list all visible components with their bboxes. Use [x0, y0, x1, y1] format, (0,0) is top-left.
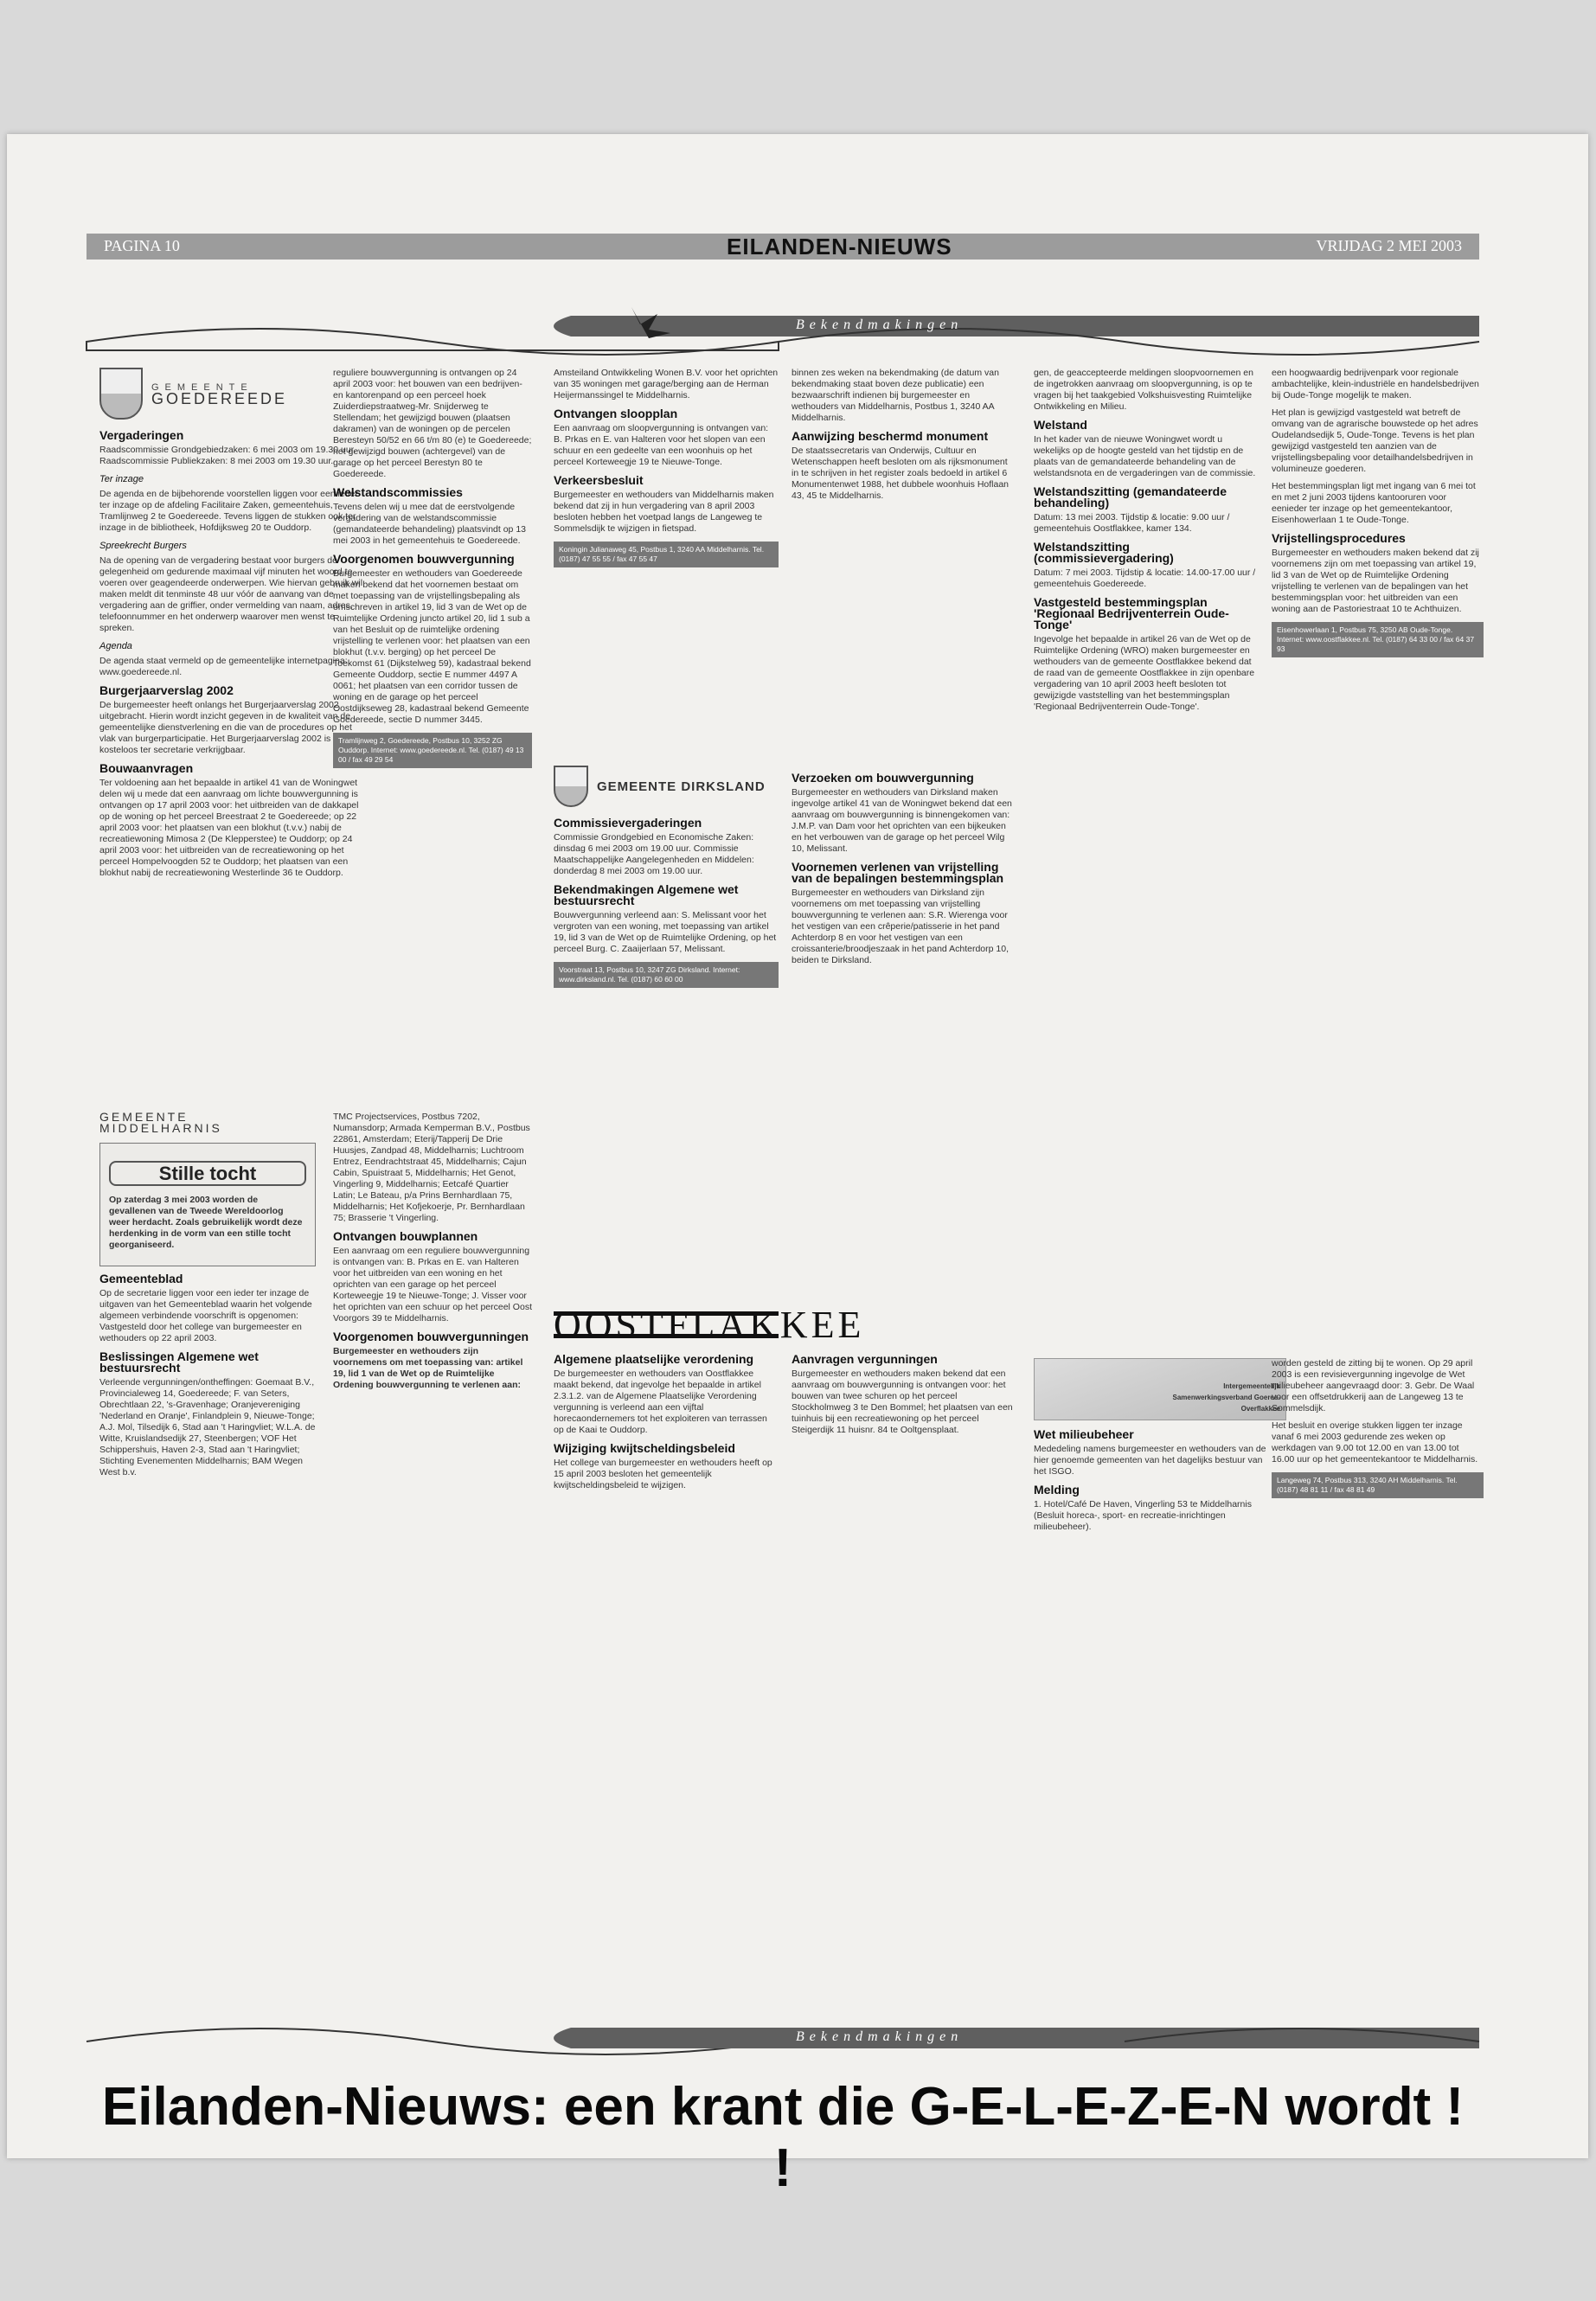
- paragraph: De burgemeester en wethouders van Oostflakkee maakt bekend, dat ingevolge het bepaalde in artikel 2.3.1.2. van de Algemene Plaatselijke Verordening vergunning is verleend aan een vijftal horecaondernemers tot het exploiteren van terrassen op de Kaai te Ouddorp.: [554, 1368, 767, 1435]
- paragraph: Mededeling namens burgemeester en wethouders van de hier genoemde gemeenten van het dagelijks bestuur van het ISGO.: [1034, 1444, 1266, 1477]
- issue-date: VRIJDAG 2 MEI 2003: [1316, 237, 1462, 254]
- column-6: [1272, 368, 1484, 1345]
- column-goedereede-2: [333, 368, 532, 1094]
- map-label: Intergemeentelijk Samenwerkingsverband Goeree-Overflakkee: [1172, 1382, 1280, 1413]
- paragraph: Een aanvraag om een reguliere bouwvergunning is ontvangen van: B. Prkas en E. van Halteren voor het uitbreiden van een woning en het oprichten van een garage op het perceel Korteweegje 19 te Nieuwe-Tonge; J. Visser voor het oprichten van een schuur op het perceel Oost Voorgors 39 te Middelharnis.: [333, 1246, 532, 1324]
- banner-label: Bekendmakingen: [796, 2029, 964, 2044]
- heading: Spreekrecht Burgers: [99, 541, 187, 551]
- heading: Welstandszitting (gemandateerde behandeling): [1034, 484, 1227, 510]
- contact-box: Langeweg 74, Postbus 313, 3240 AH Middelharnis. Tel. (0187) 48 81 11 / fax 48 81 49: [1272, 1472, 1484, 1498]
- heading: Burgerjaarverslag 2002: [99, 683, 234, 697]
- paragraph: Raadscommissie Grondgebiedzaken: 6 mei 2003 om 19.30 uur. Raadscommissie Publiekzaken: 8 mei 2003 om 19.30 uur.: [99, 445, 356, 466]
- wave-decoration: [87, 2007, 1479, 2059]
- heading: Voorgenomen bouwvergunning: [333, 552, 515, 566]
- heading: Welstandscommissies: [333, 485, 463, 499]
- paragraph: In het kader van de nieuwe Woningwet wordt u wekelijks op de hoogte gesteld van het tijdstip en de plaats van de gemandateerde behandeling van de welstandsnota en de vergaderingen van de commissie.: [1034, 434, 1256, 478]
- paragraph: De staatssecretaris van Onderwijs, Cultuur en Wetenschappen heeft besloten om als rijksmonument in te schrijven in het register zoals bedoeld in artikel 6 Monumentenwet 1988, het dubbele woonhuis Hoflaan 43, 45 te Middelharnis.: [792, 445, 1010, 501]
- dirksland-name: GEMEENTE DIRKSLAND: [597, 779, 766, 794]
- heading: Commissievergaderingen: [554, 816, 702, 830]
- heading: Voornemen verlenen van vrijstelling van de bepalingen bestemmingsplan: [792, 860, 1004, 885]
- paragraph: Tevens delen wij u mee dat de eerstvolgende vergadering van de welstandscommissie (gemandateerde behandeling) plaatsvindt op 13 mei 2003 in het gemeentehuis te Goedereede.: [333, 502, 526, 546]
- column-middelharnis-3: [554, 368, 779, 748]
- footer-slogan: Eilanden-Nieuws: een krant die G-E-L-E-Z-E-N wordt ! !: [101, 2077, 1465, 2198]
- wave-decoration: [87, 307, 1479, 359]
- column-goedereede: [99, 368, 368, 1094]
- paragraph: Burgemeester en wethouders maken bekend dat een aanvraag om bouwvergunning is ontvangen voor: het bouwen van twee schuren op het perceel Stockholmweg 3 te Den Bommel; het plaatsen van een tuinhuis bij een recreatiewoning op het perceel Steigerdijk 11 huisnr. 84 te Ooltgensplaat.: [792, 1368, 1013, 1435]
- heading: Vrijstellingsprocedures: [1272, 531, 1406, 545]
- paragraph: Bouwvergunning verleend aan: S. Melissant voor het vergroten van een woning, met toepassing van artikel 19, lid 3 van de Wet op de Ruimtelijke Ordening, op het perceel Burg. C. Zaaijerlaan 57, Melissant.: [554, 910, 777, 954]
- heading: Welstand: [1034, 418, 1087, 432]
- heading: Agenda: [99, 641, 132, 651]
- paragraph: gen, de geaccepteerde meldingen sloopvoornemen en de ingetrokken aanvraag om sloopvergunning, is op te vragen bij het taakgebied Volkshuisvesting Ruimtelijke Ontwikkeling en Milieu.: [1034, 368, 1253, 412]
- column-5-isgo: [1034, 1358, 1280, 1998]
- paragraph: Verleende vergunningen/ontheffingen: Goemaat B.V., Provincialeweg 14, Goedereede; F. van Seters, Obrechtlaan 22, 's-Gravenhage; Oranjevereniging 'Nederland en Oranje', Finlandplein 9, Nieuwe-Tonge; A.J. Mol, Tilsedijk 6, Stad aan 't Haringvliet; W.L.A. de Witte, Kruislandsedijk 27, Steenbergen; VOF Het Schippershuis, Haven 2-3, Stad aan 't Haringvliet; Stichting Evenementen Middelharnis; BAM Wegen West b.v.: [99, 1377, 316, 1477]
- heading: Algemene plaatselijke verordening: [554, 1352, 754, 1366]
- heading: Melding: [1034, 1483, 1080, 1497]
- paragraph: De burgemeester heeft onlangs het Burgerjaarverslag 2002 uitgebracht. Hierin wordt inzicht gegeven in de kwaliteit van de gemeentelijke dienstverlening en die van de procedures op het vlak van burgerparticipatie. Het Burgerjaarverslag 2002 is kosteloos ter secretarie verkrijgbaar.: [99, 700, 352, 755]
- page-number: PAGINA 10: [104, 237, 180, 254]
- paragraph: De agenda en de bijbehorende voorstellen liggen voor een ieder ter inzage op de afdeling Facilitaire Zaken, gemeentehuis, Tramlijnweg 2 te Goedereede. Tevens liggen de stukken ook ter inzage in de bibliotheek, Hofdijksweg 20 te Ouddorp.: [99, 489, 358, 533]
- paragraph: 1. Hotel/Café De Haven, Vingerling 53 te Middelharnis (Besluit horeca-, sport- en recreatie-inrichtingen milieubeheer).: [1034, 1499, 1252, 1532]
- dirksland-crest-icon: [554, 766, 588, 807]
- page-header: [87, 234, 1479, 260]
- heading: Verkeersbesluit: [554, 473, 644, 487]
- paragraph: Commissie Grondgebied en Economische Zaken: dinsdag 6 mei 2003 om 19.00 uur. Commissie Maatschappelijke Aangelegenheden en Middelen: donderdag 8 mei 2003 om 19.00 uur.: [554, 832, 754, 876]
- paragraph: Het college van burgemeester en wethouders heeft op 15 april 2003 besloten het gemeentelijk kwijtscheldingsbeleid te wijzigen.: [554, 1458, 772, 1490]
- paragraph: een hoogwaardig bedrijvenpark voor regionale ambachtelijke, klein-industriële en handelsbedrijven bij Oude-Tonge mogelijk te maken.: [1272, 368, 1479, 401]
- gemeente-label: GEMEENTE: [151, 382, 253, 393]
- heading: Ontvangen bouwplannen: [333, 1229, 478, 1243]
- heading: Welstandszitting (commissievergadering): [1034, 540, 1174, 565]
- goedereede-name: GOEDEREEDE: [151, 390, 288, 407]
- heading: Vastgesteld bestemmingsplan 'Regionaal Bedrijventerrein Oude-Tonge': [1034, 595, 1229, 631]
- column-dirksland: [554, 766, 779, 1285]
- paragraph: Amsteiland Ontwikkeling Wonen B.V. voor het oprichten van 35 woningen met garage/berging aan de Herman Heijermanssingel te Middelharnis.: [554, 368, 779, 401]
- heading: Aanwijzing beschermd monument: [792, 429, 989, 443]
- middelharnis-name: GEMEENTE MIDDELHARNIS: [99, 1110, 222, 1135]
- oostflakkee-logo: OOSTFLAKKEE: [554, 1304, 865, 1346]
- paragraph: Op de secretarie liggen voor een ieder ter inzage de uitgaven van het Gemeenteblad waarin het volgende algemeen verbindende voorschrift is opgenomen: Vastgesteld door het college van burgemeester en wethouders op 22 april 2003.: [99, 1288, 312, 1343]
- heading: Aanvragen vergunningen: [792, 1352, 938, 1366]
- contact-box: Koningin Julianaweg 45, Postbus 1, 3240 AA Middelharnis. Tel. (0187) 47 55 55 / fax 47 55 47: [554, 542, 779, 567]
- column-oostflakkee: [554, 1306, 1016, 1998]
- paragraph: Ter voldoening aan het bepaalde in artikel 41 van de Woningwet delen wij u mede dat een aanvraag om lichte bouwvergunning is ontvangen op 17 april 2003 voor: het uitbreiden van de dakkapel op de woning op het perceel Breestraat 2 te Goedereede; op 22 april 2003 voor: het plaatsen van een blokhut (t.v.v.) nabij de recreatiewoning Mimosa 2 (De Klepperstee) te Ouddorp; op 24 april 2003 voor: het uitbreiden van de recreatiewoning op het perceel Hompelvoogden 52 te Ouddorp; het plaatsen van een blokhut nabij de recreatiewoning Westerlinde 36 te Ouddorp.: [99, 778, 359, 878]
- stille-tocht-title: Stille tocht: [109, 1161, 306, 1186]
- paragraph: binnen zes weken na bekendmaking (de datum van bekendmaking staat boven deze publicatie) een bezwaarschrift indienen bij burgemeester en wethouders van Middelharnis, Postbus 1, 3240 AA Middelharnis.: [792, 368, 999, 423]
- contact-box: Eisenhowerlaan 1, Postbus 75, 3250 AB Oude-Tonge. Internet: www.oostflakkee.nl. Tel. (0187) 64 33 00 / fax 64 37 93: [1272, 622, 1484, 657]
- banner-label: Bekendmakingen: [796, 317, 964, 332]
- paragraph: Het besluit en overige stukken liggen ter inzage vanaf 6 mei 2003 gedurende zes weken op werkdagen van 9.00 tot 12.00 en van 13.00 tot 16.00 uur op het gemeentekantoor te Middelharnis.: [1272, 1420, 1478, 1465]
- paragraph: Burgemeester en wethouders zijn voornemens om met toepassing van: artikel 19, lid 1 van de Wet op de Ruimtelijke Ordening bouwvergunning te verlenen aan:: [333, 1346, 523, 1390]
- paragraph: Een aanvraag om sloopvergunning is ontvangen van: B. Prkas en E. van Halteren voor het slopen van een schuur en een gedeelte van een woonhuis op het perceel Korteweegje 19 te Nieuwe-Tonge.: [554, 423, 769, 467]
- contact-box: Tramlijnweg 2, Goedereede, Postbus 10, 3252 ZG Ouddorp. Internet: www.goedereede.nl. Tel. (0187) 49 13 00 / fax 49 29 54: [333, 733, 532, 768]
- paragraph: Burgemeester en wethouders maken bekend dat zij voornemens zijn om met toepassing van artikel 19, lid 3 van de Wet op de Ruimtelijke Ordening vrijstelling te verlenen van de bepalingen van het bestemmingsplan voor: het uitbreiden van een woning aan de Pastoriestraat 10 te Achthuizen.: [1272, 548, 1479, 614]
- paragraph: Burgemeester en wethouders van Middelharnis maken bekend dat zij in hun vergadering van 8 april 2003 besloten hebben het voetpad langs de Langeweg te Sommelsdijk te wijzigen in fietspad.: [554, 490, 774, 534]
- paragraph: Burgemeester en wethouders van Goedereede maken bekend dat het voornemen bestaat om met toepassing van de vrijstellingsbepaling als omschreven in artikel 19, lid 3 van de Wet op de Ruimtelijke Ordening juncto artikel 20, lid 1 sub a van het Besluit op de ruimtelijke ordening vrijstelling te verlenen voor: het plaatsen van een blokhut (t.v.v. berging) op het perceel De Toekomst 61 (Dijkstelweg 59), kadastraal bekend Gemeente Ouddorp, sectie E nummer 4497 A 0061; het plaatsen van een corridor tussen de woning en de garage op het perceel Oostdijkseweg 28, kadastraal bekend Gemeente Goedereede, sectie D nummer 3445.: [333, 568, 531, 725]
- paragraph: Ingevolge het bepaalde in artikel 26 van de Wet op de Ruimtelijke Ordening (WRO) maken burgemeester en wethouders van de gemeente Oostflakkee bekend dat de raad van de gemeente Oostflakkee in zijn openbare vergadering van 10 april 2003 heeft besloten tot gewijzigde vaststelling van het bestemmingsplan 'Regionaal Bedrijventerrein Oude-Tonge'.: [1034, 634, 1255, 712]
- paragraph: TMC Projectservices, Postbus 7202, Numansdorp; Armada Kemperman B.V., Postbus 22861, Amsterdam; Eterij/Tapperij De Drie Huusjes, Zandpad 48, Middelharnis; Luchtroom Entrez, Eendrachtstraat 45, Middelharnis; Cajun Cabin, Spuistraat 5, Middelharnis; Het Genot, Vingerling 9, Middelharnis; Eetcafé Quartier Latin; Le Bateau, p/a Prins Bernhardlaan 75, Middelharnis; Het Kofjekoerje, Pr. Bernhardlaan 75; Brasserie 't Vingerling.: [333, 1112, 530, 1223]
- paragraph: De agenda staat vermeld op de gemeentelijke internetpagina: www.goedereede.nl.: [99, 656, 348, 677]
- heading: Wijziging kwijtscheldingsbeleid: [554, 1441, 735, 1455]
- column-6-isgo: [1272, 1358, 1484, 1998]
- column-middelharnis: [99, 1112, 316, 2003]
- column-middelharnis-2: [333, 1112, 532, 2003]
- paragraph: Na de opening van de vergadering bestaat voor burgers de gelegenheid om gedurende maximaal vijf minuten het woord te voeren over geagendeerde onderwerpen. Wie hiervan gebruik wil maken meldt dit tenminste 48 uur vóór de aanvang van de vergadering aan de griffier, onder vermelding van naam, adres, telefoonnummer en het onderwerp waarover men wenst te spreken.: [99, 555, 363, 633]
- column-5: [1034, 368, 1259, 1345]
- column-4: [792, 368, 1016, 748]
- heading: Vergaderingen: [99, 428, 184, 442]
- paragraph: reguliere bouwvergunning is ontvangen op 24 april 2003 voor: het bouwen van een bedrijven- en kantorenpand op een perceel hoek Zuiderdiepstraatweg-Mr. Snijderweg te Stellendam; het gewijzigd bouwen (plaatsen dakramen) van de woningen op de percelen Beresteyn 50/52 en 66 t/m 80 (e) te Goedereede; het gewijzigd bouwen (achtergevel) van de garage op het perceel Berestyn 80 te Goedereede.: [333, 368, 532, 479]
- heading: Ontvangen sloopplan: [554, 407, 678, 420]
- heading: Bekendmakingen Algemene wet bestuursrecht: [554, 882, 739, 907]
- paragraph: Burgemeester en wethouders van Dirksland maken ingevolge artikel 41 van de Woningwet bekend dat een aanvraag om bouwvergunning is binnengekomen van: J.M.P. van Dam voor het oprichten van een bijkeuken en het verbouwen van de garage op het perceel Wilg 10, Melissant.: [792, 787, 1012, 854]
- paragraph: worden gesteld de zitting bij te wonen. Op 29 april 2003 is een revisievergunning ingevolge de Wet milieubeheer aangevraagd door: 3. Gebr. De Waal voor een offsetdrukkerij aan de Langeweg 13 te Sommelsdijk.: [1272, 1358, 1475, 1413]
- heading: Wet milieubeheer: [1034, 1427, 1134, 1441]
- paragraph: Het bestemmingsplan ligt met ingang van 6 mei tot en met 2 juni 2003 tijdens kantooruren voor eenieder ter inzage op het gemeentekantoor, Eisenhowerlaan 1 te Oude-Tonge.: [1272, 481, 1476, 525]
- heading: Ter inzage: [99, 474, 144, 484]
- paragraph: Burgemeester en wethouders van Dirksland zijn voornemens om met toepassing van vrijstelling bouwvergunning te verlenen aan: S.R. Wierenga voor het vestigen van een crêperie/patisserie in het pand Achterdorp 8 en voor het vestigen van een croissanterie/broodjeszaak in het pand Achterdorp 10, beiden te Dirksland.: [792, 888, 1009, 965]
- column-4-dirksland: [792, 766, 1016, 1285]
- heading: Gemeenteblad: [99, 1272, 183, 1285]
- contact-box: Voorstraat 13, Postbus 10, 3247 ZG Dirksland. Internet: www.dirksland.nl. Tel. (0187) 60 60 00: [554, 962, 779, 988]
- heading: Voorgenomen bouwvergunningen: [333, 1330, 529, 1343]
- goedereede-crest-icon: [99, 368, 143, 420]
- heading: Bouwaanvragen: [99, 761, 194, 775]
- heading: Verzoeken om bouwvergunning: [792, 771, 974, 785]
- paragraph: Het plan is gewijzigd vastgesteld wat betreft de omvang van de agrarische bouwstede op het adres Oudelandsedijk 5, Oude-Tonge. Tevens is het plan gewijzigd vastgesteld ten aanzien van de vrijstellingsbepaling voor detailhandelsbedrijven in volumineuze goederen.: [1272, 407, 1478, 474]
- goeree-overflakkee-map: [1034, 1358, 1286, 1420]
- heading: Beslissingen Algemene wet bestuursrecht: [99, 1349, 259, 1375]
- bekendmakingen-banner-top: [87, 307, 1479, 359]
- paragraph: Datum: 13 mei 2003. Tijdstip & locatie: 9.00 uur / gemeentehuis Oostflakkee, kamer 134.: [1034, 512, 1230, 534]
- masthead: EILANDEN-NIEUWS: [727, 234, 952, 260]
- paragraph: Op zaterdag 3 mei 2003 worden de gevallenen van de Tweede Wereldoorlog weer herdacht. Zoals gebruikelijk wordt deze herdenking in de vorm van een stille tocht georganiseerd.: [109, 1195, 303, 1250]
- paragraph: Datum: 7 mei 2003. Tijdstip & locatie: 14.00-17.00 uur / gemeentehuis Goedereede.: [1034, 567, 1256, 589]
- bekendmakingen-banner-bottom: [87, 2007, 1479, 2059]
